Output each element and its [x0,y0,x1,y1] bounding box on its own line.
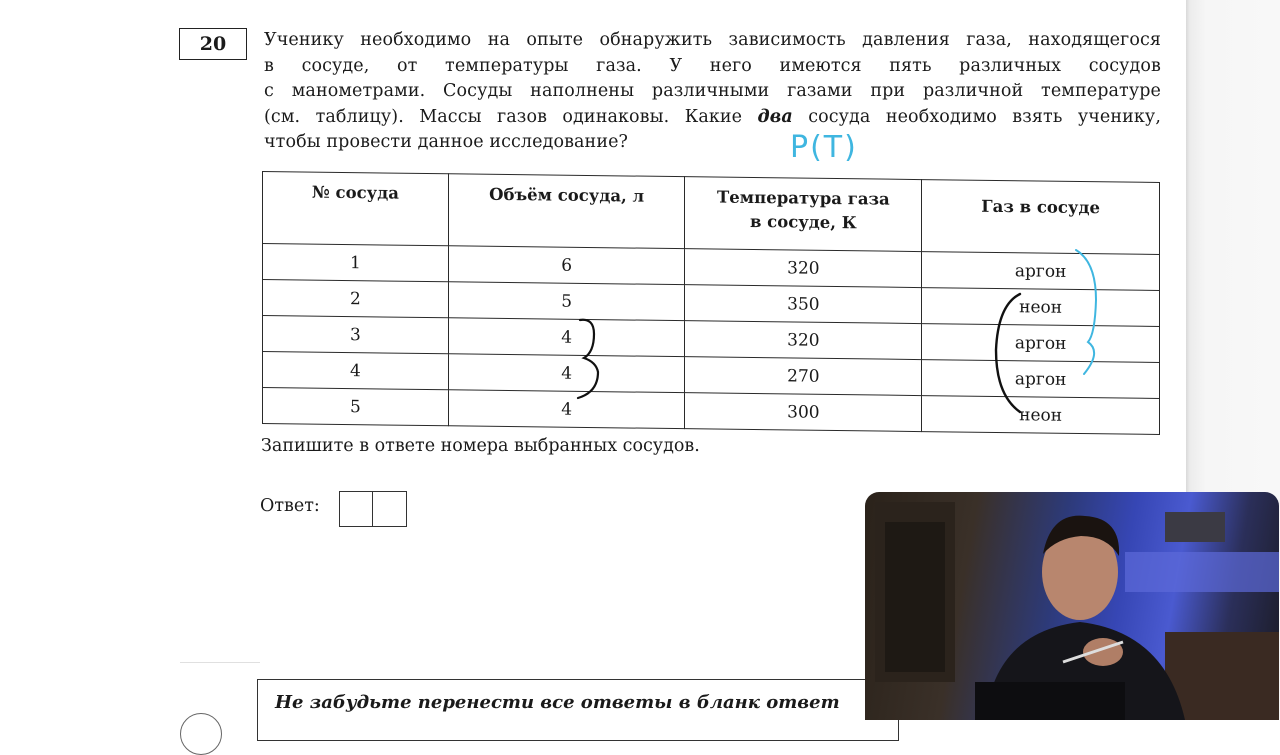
cell-volume: 4 [448,318,685,357]
header-gas: Газ в сосуде [922,180,1160,255]
task-line-2: в сосуде, от температуры газа. У него имеются пять различных сосудов [264,55,1161,76]
header-temperature-line1: Температура газа [717,187,890,209]
cell-temperature: 320 [685,321,922,360]
task-line-4-end: сосуда необходимо взять ученику, [792,106,1161,127]
answer-instruction: Запишите в ответе номера выбранных сосудов. [261,436,700,456]
cell-volume: 4 [448,390,685,429]
black-bracket-gas [996,294,1020,412]
wall-panel [1125,552,1279,592]
footer-circle-icon [180,713,222,755]
black-brace-volume [578,320,598,398]
task-line-5: чтобы провести данное исследование? [264,132,629,152]
task-line-4-start: (см. таблицу). Массы газов одинаковы. Какие [264,106,758,127]
blue-bracket-argon [1076,250,1096,374]
answer-cell-1[interactable] [339,491,374,527]
desk [1165,632,1279,720]
task-line-3: с манометрами. Сосуды наполнены различными газами при различной температуре [264,81,1161,101]
cell-temperature: 270 [685,357,922,396]
divider [180,662,260,663]
cell-gas: неон [922,396,1160,435]
lamp [1165,512,1225,542]
handwritten-annotation: P(T) [790,130,858,165]
header-vessel-number: № сосуда [263,172,449,246]
answer-cell-2[interactable] [372,491,407,527]
shelf-left-inner [885,522,945,672]
cell-number: 1 [263,244,449,282]
header-volume: Объём сосуда, л [448,174,685,249]
cell-gas: аргон [922,252,1160,291]
task-emphasis: два [757,106,793,127]
task-line-1: Ученику необходимо на опыте обнаружить зависимость давления газа, находящегося [264,30,1161,50]
cell-volume: 6 [448,246,685,285]
answer-label: Ответ: [260,496,320,516]
cell-number: 2 [263,280,449,318]
tablet [975,682,1125,720]
webcam-presenter-image [865,492,1279,720]
cell-temperature: 350 [685,285,922,324]
task-number: 20 [199,33,227,55]
cell-gas: неон [922,288,1160,327]
webcam-overlay [865,492,1279,720]
cell-volume: 4 [448,354,685,393]
cell-temperature: 300 [685,393,922,432]
footer-reminder: Не забудьте перенести все ответы в бланк ответ [275,692,840,713]
cell-number: 3 [263,316,449,354]
cell-volume: 5 [448,282,685,321]
cell-temperature: 320 [685,249,922,288]
header-temperature-line2: в сосуде, К [749,211,857,233]
cell-gas: аргон [922,360,1160,399]
cell-gas: аргон [922,324,1160,363]
cell-number: 5 [263,388,449,426]
cell-number: 4 [263,352,449,390]
